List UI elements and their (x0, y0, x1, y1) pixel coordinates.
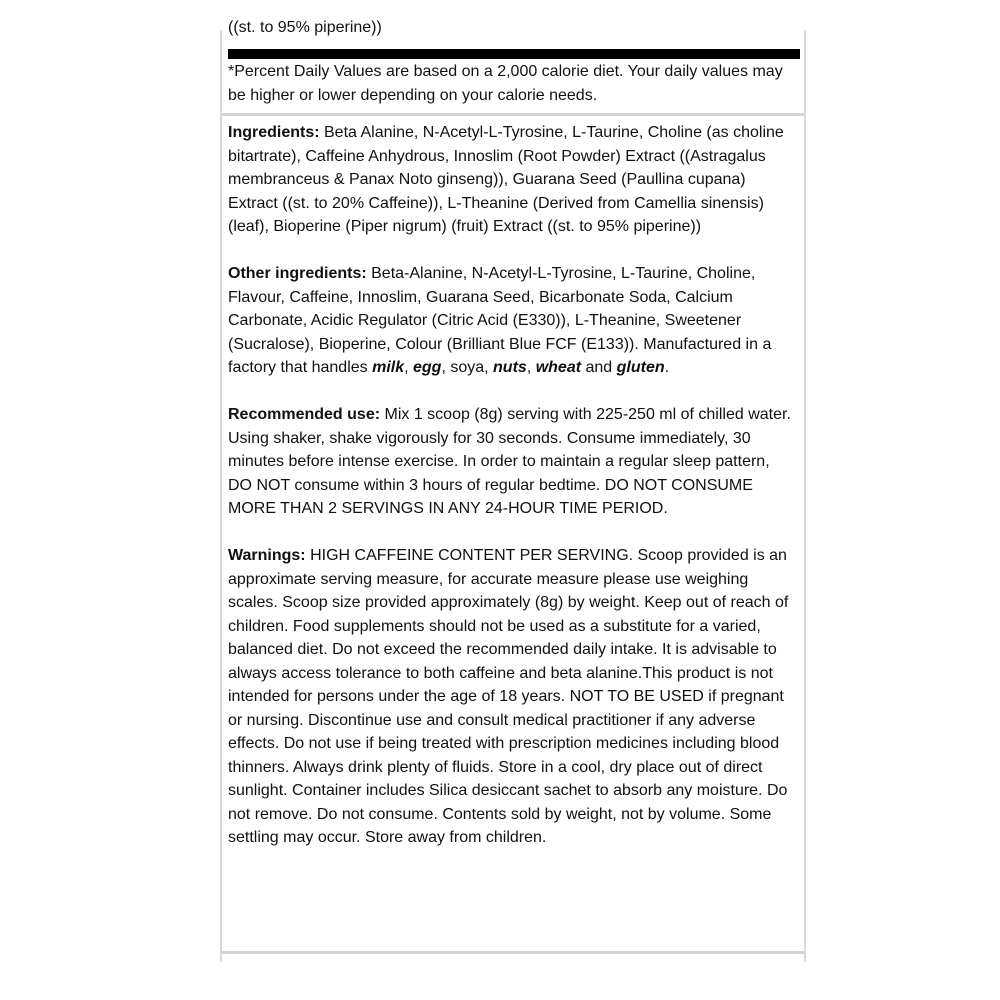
recommended-use-text: Mix 1 scoop (8g) serving with 225-250 ml of chilled water. Using shaker, shake vigorously for 30 seconds. Consume immediately, 30 minutes before intense exercise. In order to maintain a regular sleep pattern, DO NOT consume within 3 hours of regular bedtime. DO NOT CONSUME MORE THAN 2 SERVINGS IN ANY 24-HOUR TIME PERIOD. (228, 406, 791, 517)
other-ingredients-text: Beta-Alanine, N-Acetyl-L-Tyrosine, L-Taurine, Choline, Flavour, Caffeine, Innoslim, Guarana Seed, Bicarbonate Soda, Calcium Carbonate, Acidic Regulator (Citric Acid (E330)), L-Theanine, Sweetener (Sucralose), Bioperine, Colour (Brilliant Blue FCF (E133)). Manufactured in a factory that handles (228, 265, 772, 376)
recommended-use-section (228, 403, 796, 521)
warnings-heading: Warnings: (228, 547, 306, 564)
ingredients-text: Beta Alanine, N-Acetyl-L-Tyrosine, L-Taurine, Choline (as choline bitartrate), Caffeine Anhydrous, Innoslim (Root Powder) Extract ((Astragalus membranceus & Panax Noto ginseng)), Guarana Seed (Paullina cupana) Extract ((st. to 20% Caffeine)), L-Theanine (Derived from Camellia sinensis) (leaf), Bioperine (Piper nigrum) (fruit) Extract ((st. to 95% piperine)) (228, 124, 784, 235)
recommended-use-heading: Recommended use: (228, 406, 381, 423)
allergen-separator: , (404, 359, 413, 376)
allergen-separator: and (581, 359, 617, 376)
other-ingredients-section (228, 262, 796, 380)
clipped-line-text: ((st. to 95% piperine)) (228, 19, 382, 36)
allergen-separator: , soya, (441, 359, 494, 376)
clipped-previous-line (228, 19, 398, 40)
warnings-text: HIGH CAFFEINE CONTENT PER SERVING. Scoop provided is an approximate serving measure, for accurate measure please use weighing scales. Scoop size provided approximately (8g) by weight. Keep out of reach of children. Food supplements should not be used as a substitute for a varied, balanced diet. Do not exceed the recommended daily intake. It is advisable to always access tolerance to both caffeine and beta alanine.This product is not intended for persons under the age of 18 years. NOT TO BE USED if pregnant or nursing. Discontinue use and consult medical practitioner if any adverse effects. Do not use if being treated with prescription medicines including blood thinners. Always drink plenty of fluids. Store in a cool, dry place out of direct sunlight. Container includes Silica desiccant sachet to absorb any moisture. Do not remove. Do not consume. Contents sold by weight, not by volume. Some settling may occur. Store away from children. (228, 547, 789, 846)
allergen-end: . (664, 359, 670, 376)
allergen-egg: egg (413, 359, 442, 376)
ingredients-section (228, 121, 796, 239)
allergen-nuts: nuts (493, 359, 527, 376)
warnings-section (228, 544, 796, 850)
section-divider (222, 951, 804, 954)
daily-values-footnote: *Percent Daily Values are based on a 2,000 calorie diet. Your daily values may be higher or lower depending on your calorie needs. (228, 63, 783, 104)
label-content (228, 121, 796, 873)
product-label-panel (220, 19, 806, 962)
allergen-wheat: wheat (535, 359, 582, 376)
ingredients-heading: Ingredients: (228, 124, 320, 141)
allergen-separator: , (526, 359, 536, 376)
allergen-milk: milk (372, 359, 405, 376)
section-divider (222, 113, 804, 116)
nutrition-table-bottom-bar (228, 49, 800, 59)
allergen-gluten: gluten (616, 359, 665, 376)
other-ingredients-heading: Other ingredients: (228, 265, 367, 282)
